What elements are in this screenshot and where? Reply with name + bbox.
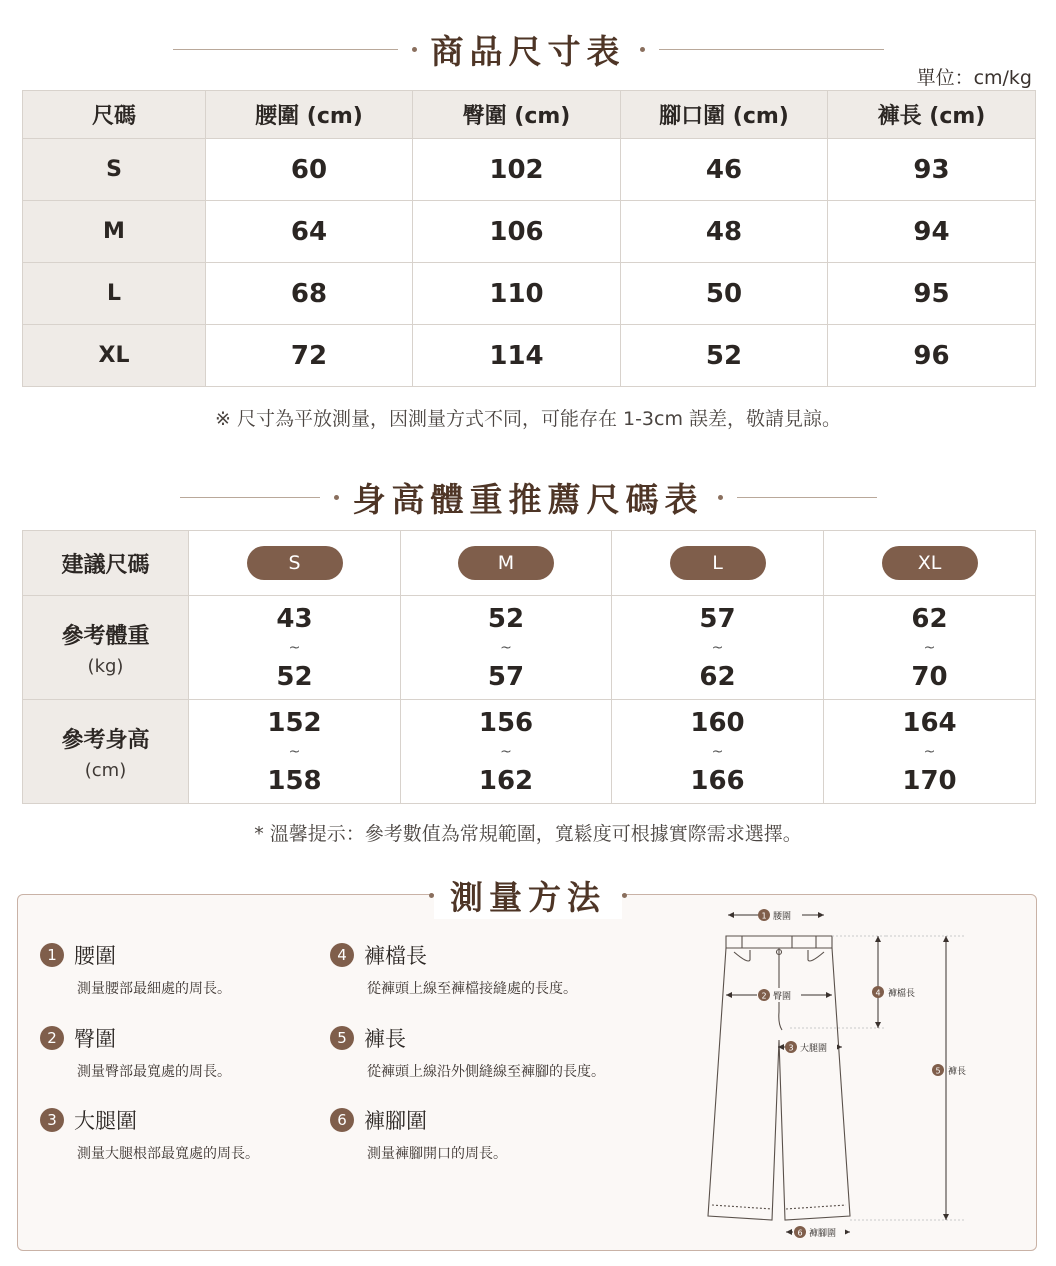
table-row	[23, 325, 1036, 387]
measure-title: 測量方法	[434, 872, 622, 919]
svg-text:5: 5	[935, 1066, 941, 1076]
size-row	[23, 531, 1036, 596]
weight-range	[401, 596, 612, 700]
size-pill-cell	[189, 531, 401, 596]
tilde: ~	[500, 639, 512, 656]
size-table-header	[23, 91, 1036, 139]
weight-min: 43	[276, 603, 313, 634]
size-cell: L	[23, 263, 206, 325]
measure-item-hem	[330, 1105, 507, 1163]
measure-desc: 從褲頭上線至褲檔接縫處的長度。	[367, 981, 577, 997]
size-chart-title-row	[0, 26, 1056, 73]
svg-text:6: 6	[797, 1228, 803, 1238]
title-divider-right	[737, 497, 877, 498]
size-cell: S	[23, 139, 206, 201]
diagram-label-hip: 臀圍	[773, 992, 792, 1002]
tilde: ~	[288, 639, 301, 656]
size-table	[22, 90, 1036, 387]
height-range	[401, 700, 612, 804]
weight-min: 62	[911, 603, 948, 634]
row-unit: (kg)	[87, 655, 124, 677]
thigh-measure-line	[778, 1040, 842, 1054]
height-min: 156	[478, 707, 534, 738]
diagram-label-thigh: 大腿圍	[800, 1044, 828, 1054]
size-chart-title: 商品尺寸表	[430, 32, 626, 71]
number-badge: 4	[330, 943, 354, 967]
size-pill: M	[458, 546, 554, 580]
height-range	[612, 700, 824, 804]
tilde: ~	[500, 743, 512, 760]
row-header	[23, 531, 189, 596]
recommend-title: 身高體重推薦尺碼表	[352, 480, 704, 519]
size-note: ※ 尺寸為平放測量，因測量方式不同，可能存在 1-3cm 誤差，敬請見諒。	[214, 408, 842, 430]
svg-text:4: 4	[875, 988, 881, 998]
height-max: 166	[690, 765, 745, 796]
title-dot	[622, 893, 627, 898]
title-dot	[412, 47, 417, 52]
length-cell: 94	[828, 201, 1036, 263]
number-badge: 3	[40, 1108, 64, 1132]
svg-text:2: 2	[761, 991, 767, 1001]
measure-item-length	[330, 1023, 605, 1081]
measure-item-rise	[330, 940, 577, 998]
number-badge: 6	[330, 1108, 354, 1132]
height-range	[189, 700, 401, 804]
recommend-note: * 溫馨提示：參考數值為常規範圍，寬鬆度可根據實際需求選擇。	[254, 823, 802, 845]
row-label: 建議尺碼	[61, 552, 150, 578]
measure-desc: 測量腰部最細處的周長。	[77, 981, 231, 997]
height-max: 158	[267, 765, 322, 796]
weight-range	[612, 596, 824, 700]
svg-text:1: 1	[761, 911, 767, 921]
hip-measure-line	[726, 988, 832, 1002]
tilde: ~	[288, 743, 301, 760]
measure-name: 褲腳圍	[364, 1109, 427, 1133]
measure-desc: 測量大腿根部最寬處的周長。	[77, 1146, 259, 1162]
header-cell: 腳口圍 (cm)	[621, 91, 828, 139]
title-dot	[640, 47, 645, 52]
header-cell: 尺碼	[23, 91, 206, 139]
tilde: ~	[923, 639, 936, 656]
title-dot	[334, 495, 339, 500]
hem-cell: 52	[621, 325, 828, 387]
size-pill: XL	[882, 546, 978, 580]
measure-item-hip	[40, 1023, 231, 1081]
header-cell: 腰圍 (cm)	[206, 91, 413, 139]
title-dot	[718, 495, 723, 500]
recommend-title-row	[0, 474, 1056, 521]
tilde: ~	[711, 743, 724, 760]
weight-min: 52	[487, 603, 525, 634]
height-max: 162	[478, 765, 534, 796]
measure-name: 大腿圍	[74, 1109, 137, 1133]
waist-measure-line	[728, 908, 824, 922]
table-row	[23, 263, 1036, 325]
row-label: 參考體重	[61, 623, 150, 649]
size-cell: XL	[23, 325, 206, 387]
measure-desc: 測量臀部最寬處的周長。	[77, 1064, 231, 1080]
measure-name: 腰圍	[74, 944, 116, 968]
height-min: 164	[902, 707, 957, 738]
weight-max: 62	[699, 661, 736, 692]
weight-min: 57	[699, 603, 736, 634]
waist-cell: 60	[206, 139, 413, 201]
measure-item-thigh	[40, 1105, 259, 1163]
row-header	[23, 700, 189, 804]
row-label: 參考身高	[61, 727, 150, 753]
weight-range	[824, 596, 1036, 700]
waist-cell: 72	[206, 325, 413, 387]
hem-measure-line	[786, 1225, 850, 1239]
table-row	[23, 139, 1036, 201]
weight-range	[189, 596, 401, 700]
tilde: ~	[711, 639, 724, 656]
pants-outline	[708, 936, 850, 1220]
number-badge: 1	[40, 943, 64, 967]
measure-item-waist	[40, 940, 231, 998]
measure-name: 褲長	[364, 1027, 406, 1051]
title-divider-left	[173, 49, 398, 50]
measure-name: 褲檔長	[364, 944, 427, 968]
title-divider-right	[659, 49, 884, 50]
waist-cell: 68	[206, 263, 413, 325]
height-min: 160	[690, 707, 745, 738]
header-cell: 褲長 (cm)	[828, 91, 1036, 139]
hem-cell: 48	[621, 201, 828, 263]
height-max: 170	[902, 765, 957, 796]
recommend-table	[22, 530, 1036, 804]
row-header	[23, 596, 189, 700]
row-unit: (cm)	[84, 759, 127, 781]
waist-cell: 64	[206, 201, 413, 263]
measure-name: 臀圍	[74, 1027, 116, 1051]
weight-max: 57	[487, 661, 525, 692]
diagram-label-rise: 褲檔長	[888, 989, 916, 999]
size-cell: M	[23, 201, 206, 263]
hip-cell: 110	[413, 263, 621, 325]
hip-cell: 102	[413, 139, 621, 201]
weight-max: 70	[911, 661, 948, 692]
size-pill: L	[670, 546, 766, 580]
svg-text:3: 3	[788, 1043, 794, 1053]
length-cell: 93	[828, 139, 1036, 201]
length-cell: 96	[828, 325, 1036, 387]
number-badge: 2	[40, 1026, 64, 1050]
length-cell: 95	[828, 263, 1036, 325]
unit-label: 單位：cm/kg	[916, 67, 1032, 89]
hip-cell: 114	[413, 325, 621, 387]
hip-cell: 106	[413, 201, 621, 263]
diagram-label-length: 褲長	[948, 1067, 967, 1077]
measure-desc: 測量褲腳開口的周長。	[367, 1146, 507, 1162]
size-pill: S	[247, 546, 343, 580]
table-row	[23, 201, 1036, 263]
rise-measure-line	[790, 936, 915, 1028]
measure-desc: 從褲頭上線沿外側縫線至褲腳的長度。	[367, 1064, 605, 1080]
diagram-label-hem: 褲腳圍	[809, 1229, 837, 1239]
height-row	[23, 700, 1036, 804]
length-measure-line	[850, 936, 966, 1220]
title-divider-left	[180, 497, 320, 498]
size-pill-cell	[401, 531, 612, 596]
tilde: ~	[923, 743, 936, 760]
size-pill-cell	[824, 531, 1036, 596]
weight-max: 52	[276, 661, 313, 692]
number-badge: 5	[330, 1026, 354, 1050]
header-cell: 臀圍 (cm)	[413, 91, 621, 139]
weight-row	[23, 596, 1036, 700]
hem-cell: 50	[621, 263, 828, 325]
height-min: 152	[267, 707, 322, 738]
hem-cell: 46	[621, 139, 828, 201]
diagram-label-waist: 腰圍	[773, 912, 792, 922]
height-range	[824, 700, 1036, 804]
pants-diagram	[690, 900, 980, 1245]
size-pill-cell	[612, 531, 824, 596]
